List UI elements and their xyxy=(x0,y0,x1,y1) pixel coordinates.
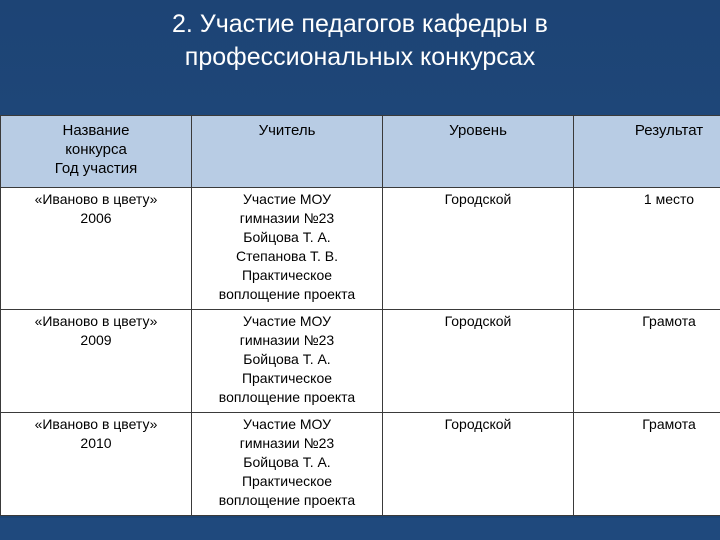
cell-result: Грамота xyxy=(574,413,720,516)
header-teacher: Учитель xyxy=(192,116,383,188)
bottom-band xyxy=(0,518,720,540)
cell-result: 1 место xyxy=(574,188,720,310)
contests-table xyxy=(0,115,720,516)
slide-title xyxy=(60,8,660,74)
header-contest-name-year: Название конкурса Год участия xyxy=(1,116,192,188)
table-row xyxy=(1,310,720,413)
cell-teacher: Участие МОУ гимназии №23 Бойцова Т. А. Практическое воплощение проекта xyxy=(192,413,383,516)
header-result: Результат xyxy=(574,116,720,188)
table-header-row xyxy=(1,116,720,188)
header-level: Уровень xyxy=(383,116,574,188)
cell-contest: «Иваново в цвету» 2009 xyxy=(1,310,192,413)
slide-title-line-2: профессиональных конкурсах xyxy=(184,43,536,71)
cell-level: Городской xyxy=(383,188,574,310)
cell-teacher: Участие МОУ гимназии №23 Бойцова Т. А. Степанова Т. В. Практическое воплощение проекта xyxy=(192,188,383,310)
cell-teacher: Участие МОУ гимназии №23 Бойцова Т. А. Практическое воплощение проекта xyxy=(192,310,383,413)
table-row xyxy=(1,188,720,310)
cell-contest: «Иваново в цвету» 2010 xyxy=(1,413,192,516)
slide-title-line-1: 2. Участие педагогов кафедры в xyxy=(172,10,548,38)
cell-contest: «Иваново в цвету» 2006 xyxy=(1,188,192,310)
table-row xyxy=(1,413,720,516)
cell-level: Городской xyxy=(383,413,574,516)
cell-result: Грамота xyxy=(574,310,720,413)
cell-level: Городской xyxy=(383,310,574,413)
